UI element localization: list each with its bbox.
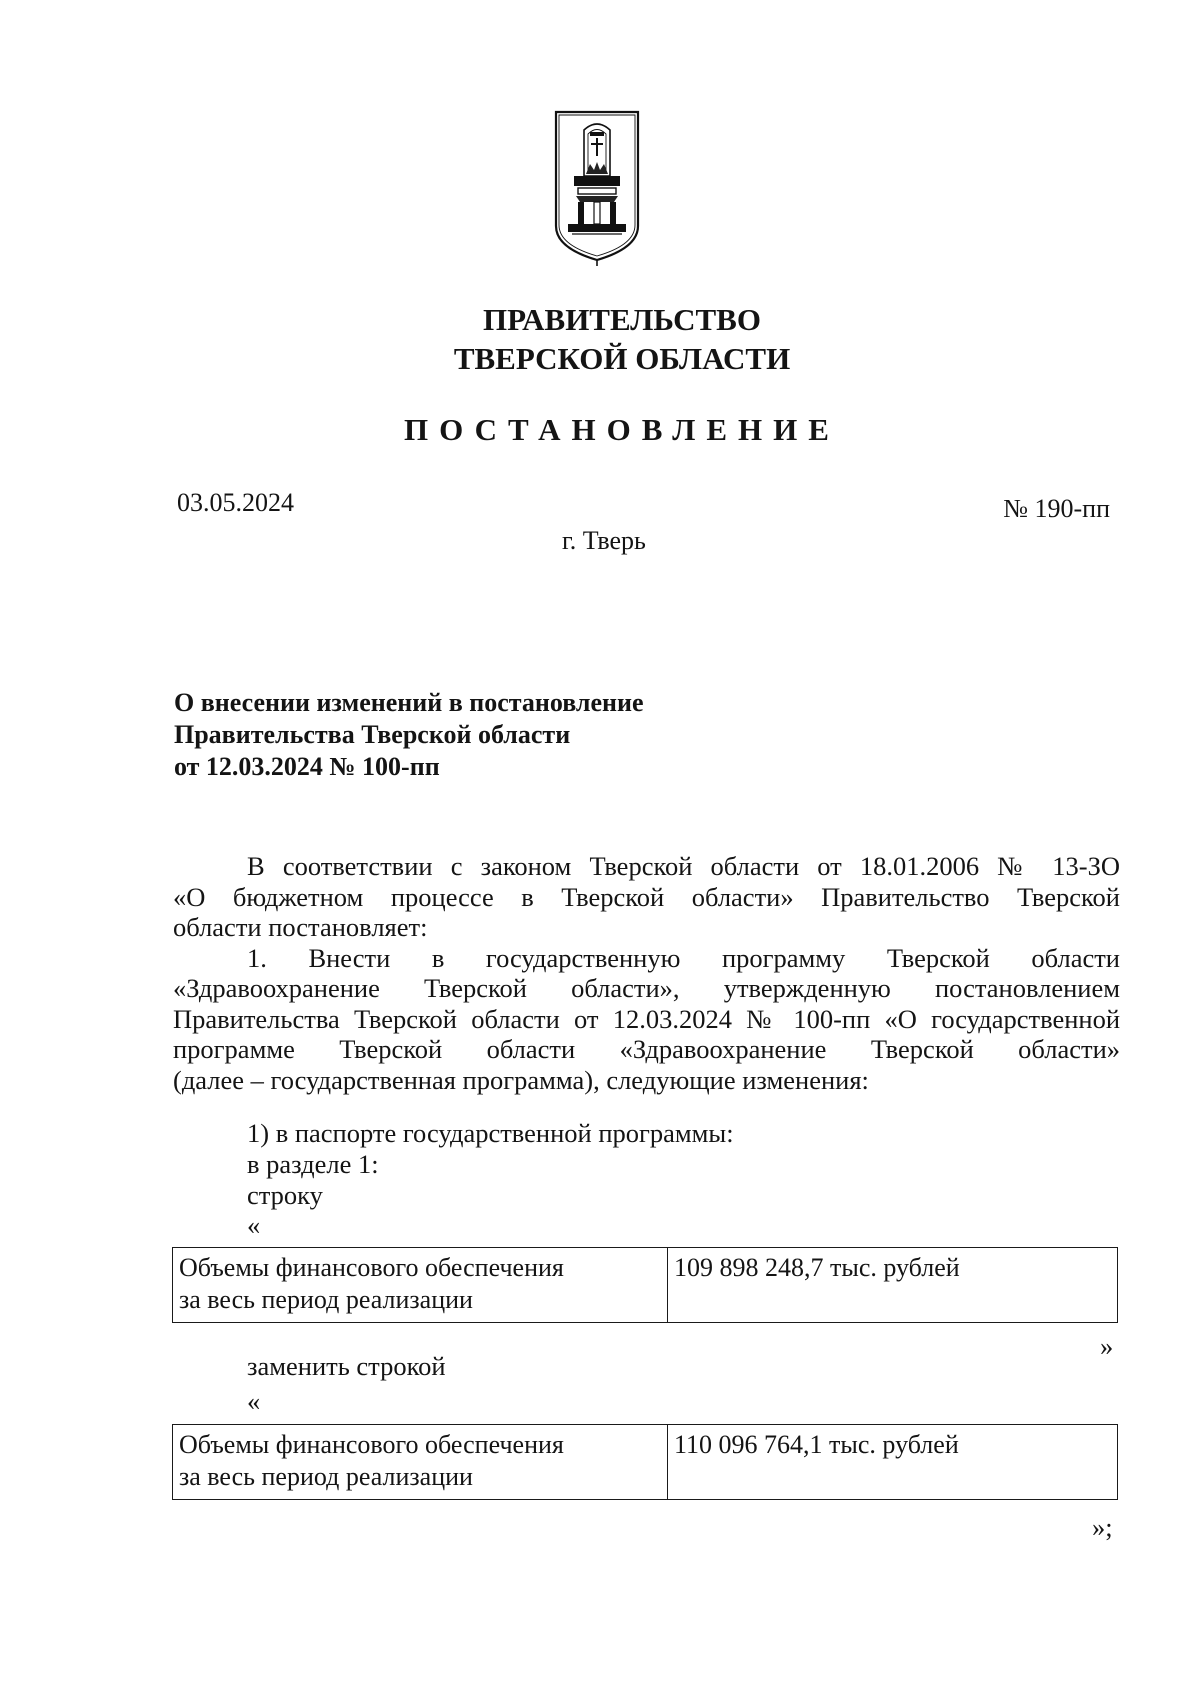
preamble-line: «О бюджетном процессе в Тверской области» Правительство Тверской <box>173 881 1120 912</box>
body-text <box>173 851 1120 1095</box>
row-label-line: Объемы финансового обеспечения <box>179 1430 564 1459</box>
item-line: (далее – государственная программа), следующие изменения: <box>173 1064 869 1095</box>
old-row-table <box>172 1247 1118 1323</box>
item-line: 1. Внести в государственную программу Тверской области <box>247 942 1120 973</box>
row-label-cell <box>173 1425 668 1500</box>
org-name-line1: ПРАВИТЕЛЬСТВО <box>483 302 761 337</box>
section-text: в разделе 1: <box>247 1149 379 1179</box>
row-label-cell <box>173 1248 668 1323</box>
open-quote: « <box>247 1210 261 1240</box>
row-label-line: за весь период реализации <box>179 1462 473 1491</box>
row-value-cell: 110 096 764,1 тыс. рублей <box>668 1425 1118 1500</box>
document-number: № 190-пп <box>1003 494 1110 523</box>
replace-text: заменить строкой <box>247 1351 446 1381</box>
new-row-table <box>172 1424 1118 1500</box>
open-quote: « <box>247 1386 261 1416</box>
subitem-text: 1) в паспорте государственной программы: <box>247 1118 734 1148</box>
row-value-cell: 109 898 248,7 тыс. рублей <box>668 1248 1118 1323</box>
coat-of-arms-icon <box>554 110 640 266</box>
org-name-line2: ТВЕРСКОЙ ОБЛАСТИ <box>453 341 791 376</box>
subject-line: Правительства Тверской области <box>174 720 571 749</box>
item-line: программе Тверской области «Здравоохранение Тверской области» <box>173 1034 1120 1064</box>
preamble-line: области постановляет: <box>173 912 428 942</box>
row-label-line: за весь период реализации <box>179 1285 473 1314</box>
document-city: г. Тверь <box>562 526 646 555</box>
close-quote: »; <box>1092 1512 1113 1542</box>
item-line: Правительства Тверской области от 12.03.2024 № 100-пп «О государственной <box>173 1003 1120 1034</box>
preamble-line: В соответствии с законом Тверской области от 18.01.2006 № 13-ЗО <box>247 851 1120 881</box>
table-row <box>173 1425 1118 1500</box>
table-row <box>173 1248 1118 1323</box>
document-date: 03.05.2024 <box>177 488 294 517</box>
document-subject <box>174 687 644 783</box>
close-quote: » <box>1100 1331 1114 1361</box>
item-line: «Здравоохранение Тверской области», утвержденную постановлением <box>173 973 1120 1003</box>
subject-line: от 12.03.2024 № 100-пп <box>174 752 440 781</box>
row-word: строку <box>247 1180 323 1210</box>
document-type: ПОСТАНОВЛЕНИЕ <box>404 412 840 447</box>
subject-line: О внесении изменений в постановление <box>174 688 644 717</box>
row-label-line: Объемы финансового обеспечения <box>179 1253 564 1282</box>
